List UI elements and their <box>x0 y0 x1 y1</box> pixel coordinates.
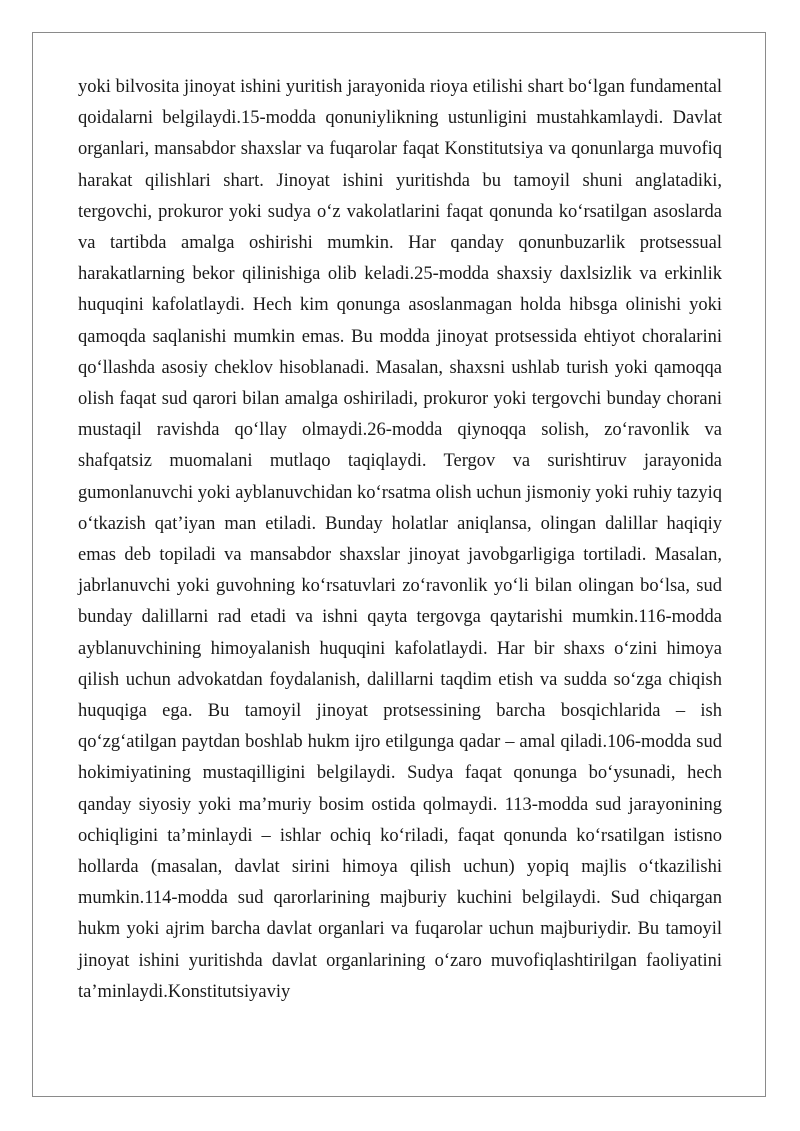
body-paragraph: yoki bilvosita jinoyat ishini yuritish jarayonida rioya etilishi shart bo‘lgan fundamental qoidalarni belgilaydi.15-modda qonuniylikning ustunligini mustahkamlaydi. Davlat organlari, mansabdor shaxslar va fuqarolar faqat Konstitutsiya va qonunlarga muvofiq harakat qilishlari shart. Jinoyat ishini yuritishda bu tamoyil shuni anglatadiki, tergovchi, prokuror yoki sudya o‘z vakolatlarini faqat qonunda ko‘rsatilgan asoslarda va tartibda amalga oshirishi mumkin. Har qanday qonunbuzarlik protsessual harakatlarning bekor qilinishiga olib keladi.25-modda shaxsiy daxlsizlik va erkinlik huquqini kafolatlaydi. Hech kim qonunga asoslanmagan holda hibsga olinishi yoki qamoqda saqlanishi mumkin emas. Bu modda jinoyat protsessida ehtiyot choralarini qo‘llashda asosiy cheklov hisoblanadi. Masalan, shaxsni ushlab turish yoki qamoqqa olish faqat sud qarori bilan amalga oshiriladi, prokuror yoki tergovchi bunday chorani mustaqil ravishda qo‘llay olmaydi.26-modda qiynoqqa solish, zo‘ravonlik va shafqatsiz muomalani mutlaqo taqiqlaydi. Tergov va surishtiruv jarayonida gumonlanuvchi yoki ayblanuvchidan ko‘rsatma olish uchun jismoniy yoki ruhiy tazyiq o‘tkazish qat’iyan man etiladi. Bunday holatlar aniqlansa, olingan dalillar haqiqiy emas deb topiladi va mansabdor shaxslar jinoyat javobgarligiga tortiladi. Masalan, jabrlanuvchi yoki guvohning ko‘rsatuvlari zo‘ravonlik yo‘li bilan olingan bo‘lsa, sud bunday dalillarni rad etadi va ishni qayta tergovga qaytarishi mumkin.116-modda ayblanuvchining himoyalanish huquqini kafolatlaydi. Har bir shaxs o‘zini himoya qilish uchun advokatdan foydalanish, dalillarni taqdim etish va sudda so‘zga chiqish huquqiga ega. Bu tamoyil jinoyat protsessining barcha bosqichlarida – ish qo‘zg‘atilgan paytdan boshlab hukm ijro etilgunga qadar – amal qiladi.106-modda sud hokimiyatining mustaqilligini belgilaydi. Sudya faqat qonunga bo‘ysunadi, hech qanday siyosiy yoki ma’muriy bosim ostida qolmaydi. 113-modda sud jarayonining ochiqligini ta’minlaydi – ishlar ochiq ko‘riladi, faqat qonunda ko‘rsatilgan istisno hollarda (masalan, davlat sirini himoya qilish uchun) yopiq majlis o‘tkazilishi mumkin.114-modda sud qarorlarining majburiy kuchini belgilaydi. Sud chiqargan hukm yoki ajrim barcha davlat organlari va fuqarolar uchun majburiydir. Bu tamoyil jinoyat ishini yuritishda davlat organlarining o‘zaro muvofiqlashtirilgan faoliyatini ta’minlaydi.Konstitutsiyaviy <box>78 77 722 1002</box>
